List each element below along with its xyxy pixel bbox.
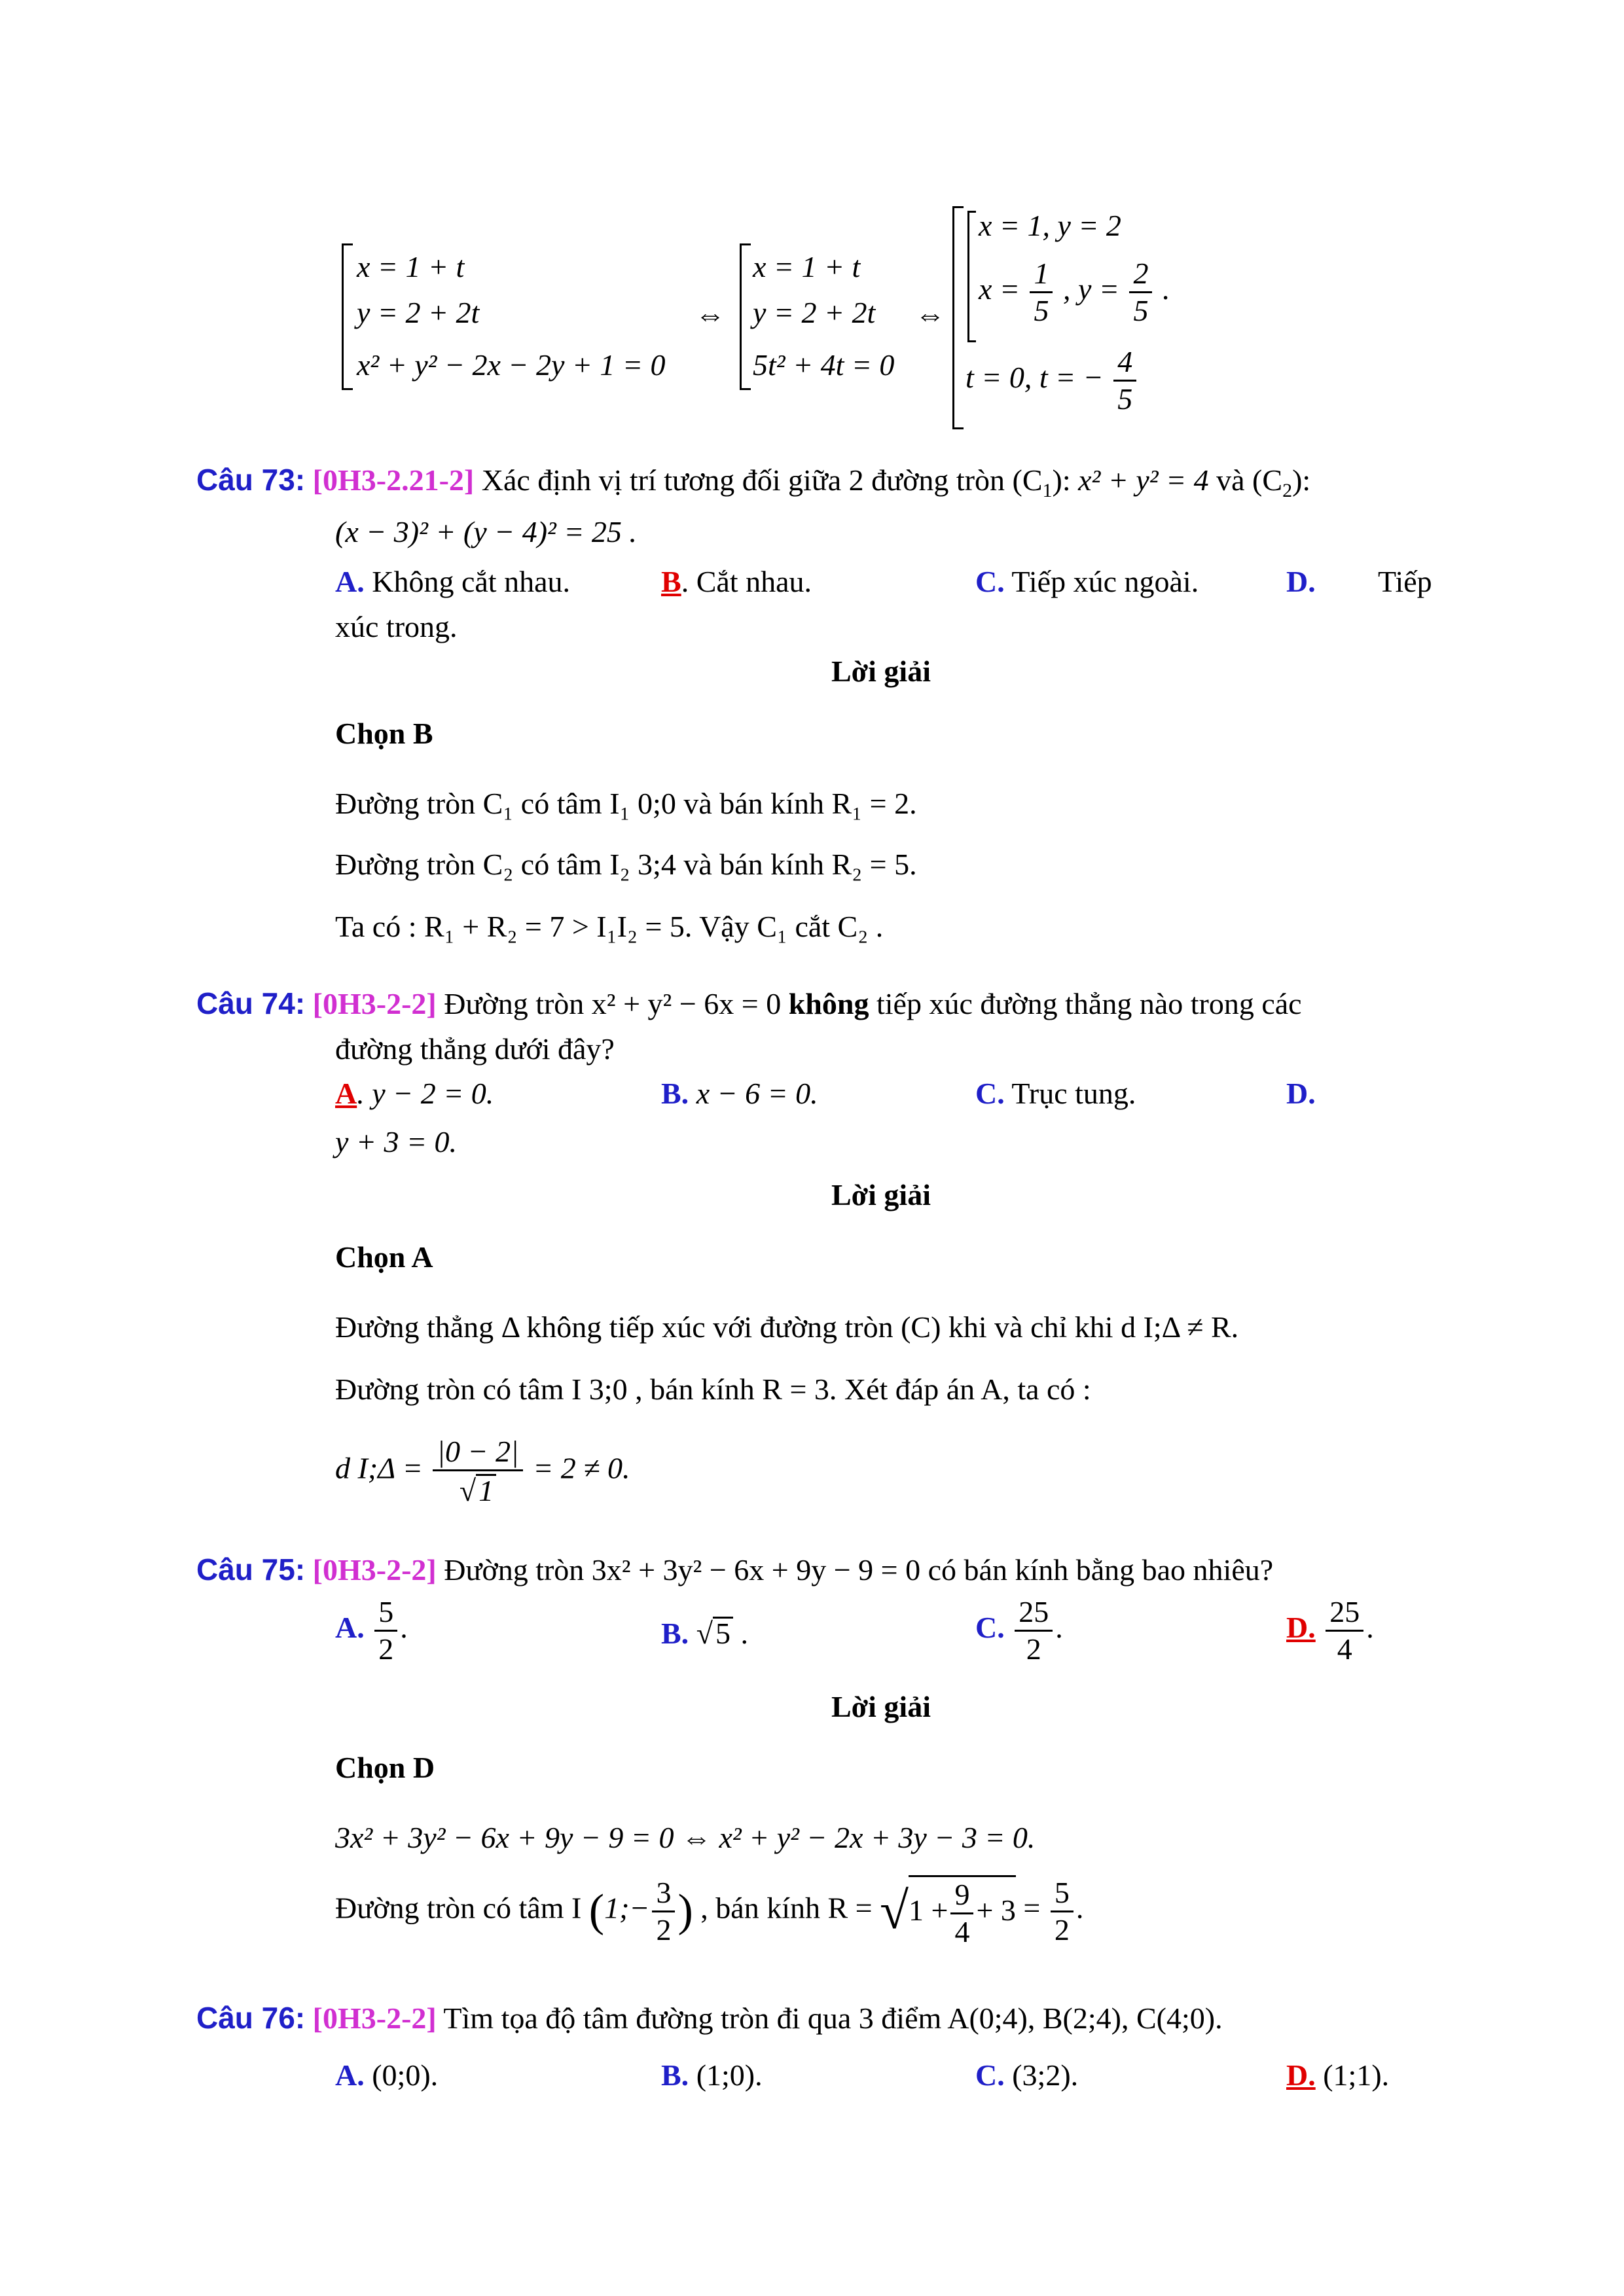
sys-mid-line-3: 5t² + 4t = 0 bbox=[753, 348, 895, 382]
q76-option-c[interactable]: C. (3;2). bbox=[975, 2058, 1079, 2092]
q74-tag: [0H3-2-2] bbox=[312, 987, 437, 1020]
equiv-symbol-1: ⇔ bbox=[695, 298, 725, 331]
q75-option-c[interactable]: C. $\frac{25}{2}$ . bbox=[975, 1595, 1063, 1666]
q75-option-b[interactable]: B. √5 . bbox=[661, 1617, 748, 1650]
q73-solution-line-1: Đường tròn C₁ có tâm I₁ 0;0 và bán kính R₁ = 2. bbox=[335, 787, 917, 820]
q73-option-b[interactable]: B. Cắt nhau. bbox=[661, 565, 812, 598]
q73-stem: Câu 73: [0H3-2.21-2] Xác định vị trí tương đối giữa 2 đường tròn $(C_1)$: x² + y² = 4 và $(C_2)$: bbox=[196, 463, 1311, 502]
brace-right-outer bbox=[952, 206, 964, 429]
q73-tag: [0H3-2.21-2] bbox=[312, 463, 475, 497]
brace-right-inner bbox=[967, 211, 976, 342]
sys-left-line-3: x² + y² − 2x − 2y + 1 = 0 bbox=[357, 348, 666, 382]
q76-option-a[interactable]: A. (0;0). bbox=[335, 2058, 439, 2092]
q75-tag: [0H3-2-2] bbox=[312, 1553, 437, 1587]
q75-solution-line-2: Đường tròn có tâm I (1;− $\frac{3}{2}$ ) , bán kính R = √1 + $\frac{9}{4}$ + 3 = $\frac{5}{2}$ . bbox=[335, 1875, 1084, 1948]
q76-option-d[interactable]: D. (1;1). bbox=[1286, 2058, 1390, 2092]
q74-solution-line-2: Đường tròn có tâm I 3;0 , bán kính R = 3. Xét đáp án A, ta có : bbox=[335, 1372, 1091, 1406]
q74-label: Câu 74: bbox=[196, 986, 306, 1020]
q73-solution-line-2: Đường tròn C₂ có tâm I₂ 3;4 và bán kính R₂ = 5. bbox=[335, 848, 917, 881]
q75-option-a[interactable]: A. $\frac{5}{2}$ . bbox=[335, 1595, 408, 1666]
q76-option-b[interactable]: B. (1;0). bbox=[661, 2058, 763, 2092]
brace-mid bbox=[740, 243, 751, 390]
equiv-symbol-2: ⇔ bbox=[915, 298, 945, 331]
q74-option-d[interactable]: D. bbox=[1286, 1077, 1316, 1110]
q73-option-d-text-2: xúc trong. bbox=[335, 610, 458, 643]
sys-left-line-2: y = 2 + 2t bbox=[357, 296, 480, 329]
q73-option-a[interactable]: A. Không cắt nhau. bbox=[335, 565, 570, 598]
sys-mid-line-1: x = 1 + t bbox=[753, 250, 861, 283]
q74-option-b[interactable]: B. x − 6 = 0. bbox=[661, 1077, 818, 1110]
q73-option-d-text-1: Tiếp bbox=[1378, 565, 1432, 598]
q73-solution-line-3: Ta có : R₁ + R₂ = 7 > I₁I₂ = 5. Vậy C₁ cắt C₂ . bbox=[335, 910, 884, 943]
q75-choice: Chọn D bbox=[335, 1751, 435, 1784]
q75-label: Câu 75: bbox=[196, 1552, 306, 1587]
q73-choice: Chọn B bbox=[335, 717, 433, 750]
q73-label: Câu 73: bbox=[196, 463, 306, 497]
sys-right-line-2: x = $\frac{1}{5}$ , y = $\frac{2}{5}$ . bbox=[979, 257, 1170, 327]
sys-mid-line-2: y = 2 + 2t bbox=[753, 296, 876, 329]
q74-option-d-text: y + 3 = 0. bbox=[335, 1125, 457, 1158]
q74-stem: Câu 74: [0H3-2-2] Đường tròn x² + y² − 6x = 0 không tiếp xúc đường thẳng nào trong các bbox=[196, 986, 1302, 1020]
q76-label: Câu 76: bbox=[196, 2001, 306, 2035]
q76-tag: [0H3-2-2] bbox=[312, 2001, 437, 2035]
q74-option-c[interactable]: C. Trục tung. bbox=[975, 1077, 1136, 1110]
q75-solution-line-1: 3x² + 3y² − 6x + 9y − 9 = 0 ⇔ x² + y² − 2x + 3y − 3 = 0. bbox=[335, 1821, 1036, 1854]
brace-left bbox=[342, 243, 353, 390]
q74-solution-line-1: Đường thẳng Δ không tiếp xúc với đường tròn (C) khi và chỉ khi d I;Δ ≠ R. bbox=[335, 1310, 1239, 1344]
q75-stem: Câu 75: [0H3-2-2] Đường tròn 3x² + 3y² − 6x + 9y − 9 = 0 có bán kính bằng bao nhiêu? bbox=[196, 1552, 1274, 1587]
sys-right-line-1: x = 1, y = 2 bbox=[979, 209, 1121, 242]
sys-left-line-1: x = 1 + t bbox=[357, 250, 465, 283]
q74-solution-line-3: d I;Δ = $\frac{|0 - 2|}{√1}$ = 2 ≠ 0. bbox=[335, 1435, 630, 1507]
q75-option-d[interactable]: D. $\frac{25}{4}$ . bbox=[1286, 1595, 1374, 1666]
sys-right-line-3: t = 0, t = − $\frac{4}{5}$ bbox=[965, 347, 1139, 414]
q75-solution-title: Lời giải bbox=[831, 1690, 931, 1723]
q74-solution-title: Lời giải bbox=[831, 1178, 931, 1211]
q76-stem: Câu 76: [0H3-2-2] Tìm tọa độ tâm đường tròn đi qua 3 điểm A(0;4), B(2;4), C(4;0). bbox=[196, 2001, 1223, 2035]
q73-option-d[interactable]: D. bbox=[1286, 565, 1316, 598]
q73-solution-title: Lời giải bbox=[831, 655, 931, 688]
q74-option-a[interactable]: A. y − 2 = 0. bbox=[335, 1077, 494, 1110]
q74-stem-line-2: đường thẳng dưới đây? bbox=[335, 1032, 615, 1066]
q73-eq2: (x − 3)² + (y − 4)² = 25 . bbox=[335, 515, 637, 548]
q74-choice: Chọn A bbox=[335, 1240, 433, 1274]
q73-option-c[interactable]: C. Tiếp xúc ngoài. bbox=[975, 565, 1199, 598]
